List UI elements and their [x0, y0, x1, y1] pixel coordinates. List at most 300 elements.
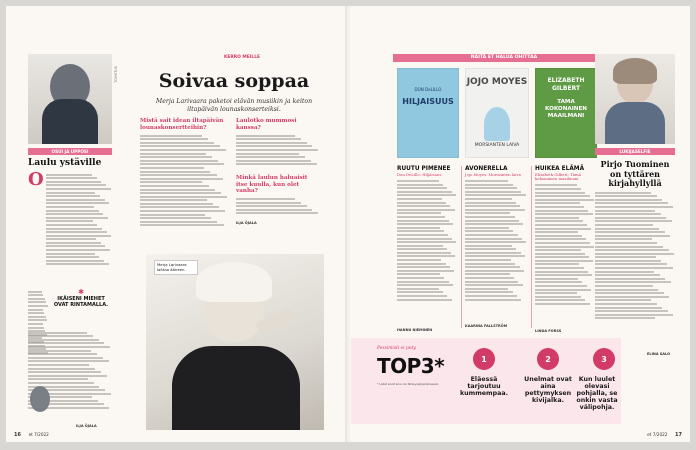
text-line — [140, 153, 206, 155]
star-icon: ✱ — [78, 288, 84, 296]
right-page — [351, 6, 690, 442]
text-line — [535, 188, 581, 190]
text-line — [535, 274, 592, 276]
text-line — [397, 284, 453, 286]
divider-2 — [531, 166, 532, 328]
page-number-right — [647, 432, 682, 438]
text-line — [397, 227, 440, 229]
quote-text: IKÄISENI MIEHET OVAT RINTAMALLA. — [53, 296, 109, 308]
text-line — [140, 142, 214, 144]
book-author-3: ELIZABETH GILBERT — [547, 77, 585, 92]
text-line — [595, 260, 661, 262]
review-heading: HUIKEA ELÄMÄ — [535, 166, 585, 172]
text-line — [236, 163, 317, 165]
text-line — [535, 228, 591, 230]
text-line — [28, 323, 43, 325]
text-line — [595, 289, 658, 291]
col3-text-2 — [236, 197, 320, 219]
page-number: 16 — [14, 432, 21, 438]
text-line — [46, 202, 110, 204]
text-line — [236, 142, 307, 144]
text-line — [46, 184, 106, 186]
text-line — [28, 327, 44, 329]
text-line — [46, 220, 93, 222]
text-line — [595, 263, 667, 265]
text-line — [535, 235, 582, 237]
text-line — [595, 228, 659, 230]
text-line — [140, 224, 224, 226]
text-line — [28, 342, 104, 344]
text-line — [397, 291, 443, 293]
text-line — [46, 199, 105, 201]
photo-caption — [154, 260, 198, 275]
column-3 — [236, 118, 320, 225]
text-line — [140, 217, 211, 219]
text-line — [28, 319, 47, 321]
text-line — [595, 231, 665, 233]
text-line — [397, 191, 452, 193]
book-title-1: HILJAISUUS — [402, 97, 454, 106]
text-line — [465, 266, 520, 268]
author-portrait — [30, 386, 50, 412]
text-line — [28, 378, 88, 380]
text-line — [535, 242, 590, 244]
text-line — [46, 224, 98, 226]
text-line — [46, 260, 104, 262]
text-line — [535, 253, 585, 255]
book-author-2: JOJO MOYES — [466, 77, 528, 87]
text-line — [465, 299, 521, 301]
text-line — [535, 192, 585, 194]
text-line — [595, 292, 664, 294]
review-2 — [465, 166, 527, 328]
text-line — [140, 145, 220, 147]
sidebar-band: LUKIJASELFIE — [595, 148, 675, 155]
text-line — [465, 270, 524, 272]
text-line — [46, 181, 102, 183]
text-line — [465, 187, 517, 189]
text-line — [28, 301, 46, 303]
text-line — [397, 194, 456, 196]
text-line — [535, 210, 588, 212]
text-line — [595, 238, 652, 240]
side-tag: TOIMITUS — [114, 66, 118, 83]
col3-heading-1: Laulotko mummosi kanssa? — [236, 118, 297, 131]
text-line — [397, 223, 453, 225]
text-line — [595, 278, 665, 280]
text-line — [465, 223, 523, 225]
top3-item-3: Kun luulet olevasi pohjalla, se onkin vasta välipohja. — [576, 376, 618, 411]
page-footer: et 7/2022 — [28, 432, 49, 437]
text-line — [46, 174, 92, 176]
text-line — [397, 205, 450, 207]
text-line — [595, 274, 660, 276]
review-text — [397, 178, 457, 328]
text-line — [140, 163, 224, 165]
text-line — [465, 245, 512, 247]
sidebar-text — [595, 190, 675, 350]
text-line — [397, 288, 439, 290]
text-line — [28, 309, 43, 311]
text-line — [397, 234, 448, 236]
text-line — [28, 375, 107, 377]
sidebar-heading: Pirjo Tuominen on tyttären kirjahyllyllä — [600, 159, 670, 188]
text-line — [595, 314, 673, 316]
text-line — [46, 249, 110, 251]
text-line — [595, 246, 663, 248]
text-line — [46, 263, 109, 265]
top3-item-1: Eläessä tarjoutuu kummempaa. — [459, 376, 509, 397]
review-heading: AVONERELLA — [465, 166, 508, 172]
text-line — [28, 316, 46, 318]
text-line — [465, 277, 514, 279]
text-line — [46, 231, 107, 233]
text-line — [46, 245, 106, 247]
book-title-2: MORSIANTEN LAIVA — [474, 143, 520, 148]
text-line — [397, 252, 451, 254]
text-line — [465, 227, 509, 229]
text-line — [535, 217, 579, 219]
text-line — [46, 228, 102, 230]
text-line — [28, 368, 95, 370]
text-line — [535, 213, 593, 215]
text-line — [535, 296, 581, 298]
text-line — [465, 220, 519, 222]
text-line — [140, 192, 221, 194]
text-line — [397, 273, 440, 275]
text-line — [535, 184, 577, 186]
text-line — [595, 242, 657, 244]
text-line — [535, 249, 581, 251]
text-line — [28, 312, 44, 314]
number-1-badge: 1 — [473, 348, 495, 370]
text-line — [535, 256, 589, 258]
review-subheading: Jojo Moyes: Morsianten laiva — [465, 172, 521, 177]
text-line — [397, 255, 455, 257]
standfirst: Merja Larivaara paketoi elävän musiikin ja keiton iltapäivän lounaskonserteiksi. — [155, 98, 313, 113]
number-2-badge: 2 — [537, 348, 559, 370]
text-line — [28, 346, 110, 348]
text-line — [535, 202, 580, 204]
magazine-spread — [6, 6, 690, 442]
text-line — [465, 295, 517, 297]
text-line — [236, 153, 299, 155]
text-line — [236, 198, 295, 200]
text-line — [595, 299, 651, 301]
text-line — [140, 156, 212, 158]
book-cover-2 — [465, 68, 529, 158]
section-band: OSUI JA UPPOSI — [28, 148, 112, 155]
text-line — [595, 220, 672, 222]
text-line — [397, 230, 444, 232]
text-line — [140, 135, 202, 137]
text-line — [397, 299, 452, 301]
text-line — [46, 242, 101, 244]
text-line — [595, 224, 653, 226]
text-line — [28, 332, 87, 334]
review-1 — [397, 166, 457, 332]
text-line — [236, 145, 312, 147]
review-3 — [535, 166, 595, 333]
text-line — [465, 234, 518, 236]
text-line — [397, 277, 444, 279]
portrait-photo — [28, 54, 112, 144]
section-label: KERRO MEILLE — [223, 55, 261, 60]
text-line — [465, 202, 516, 204]
text-line — [465, 248, 516, 250]
text-line — [397, 281, 449, 283]
book-2-figure — [484, 107, 510, 141]
text-line — [46, 238, 96, 240]
text-line — [46, 188, 111, 190]
text-line — [397, 245, 443, 247]
section-band-top: NÄITÄ ET HALUA OHITTAA — [393, 54, 615, 62]
text-line — [535, 263, 579, 265]
divider-1 — [461, 166, 462, 328]
review-text — [465, 178, 527, 324]
book-cover-3 — [535, 68, 597, 158]
text-line — [397, 198, 442, 200]
text-line — [397, 266, 450, 268]
text-line — [465, 281, 518, 283]
text-line — [595, 253, 674, 255]
text-line — [595, 213, 661, 215]
text-line — [465, 238, 522, 240]
sidebar-photo — [595, 54, 675, 144]
text-line — [595, 235, 670, 237]
text-line — [46, 210, 99, 212]
column-2 — [140, 118, 228, 245]
text-line — [140, 185, 209, 187]
text-line — [595, 195, 657, 197]
review-subheading: Don DeLillo: Hiljaisuus — [397, 172, 442, 177]
text-line — [140, 138, 208, 140]
sidebar-signature: ELINA SALO — [647, 352, 671, 356]
text-line — [140, 206, 219, 208]
text-line — [595, 281, 671, 283]
text-line — [535, 231, 578, 233]
text-line — [236, 205, 307, 207]
text-line — [535, 292, 577, 294]
col3-credit: ILJA ÖJALA — [236, 220, 257, 225]
text-line — [465, 180, 508, 182]
text-line — [535, 285, 587, 287]
text-line — [465, 194, 526, 196]
text-line — [535, 206, 584, 208]
text-line — [465, 241, 526, 243]
text-line — [397, 202, 446, 204]
text-line — [28, 339, 99, 341]
column-text-3 — [28, 330, 112, 430]
text-line — [46, 195, 100, 197]
text-line — [595, 267, 673, 269]
text-line — [465, 184, 513, 186]
column-heading: Laulu ystäville — [28, 158, 102, 168]
drop-cap: O — [28, 169, 44, 190]
text-line — [46, 177, 97, 179]
left-page — [6, 6, 345, 442]
main-photo — [146, 254, 324, 430]
text-line — [397, 259, 441, 261]
text-line — [465, 205, 520, 207]
text-line — [28, 305, 48, 307]
text-line — [465, 288, 508, 290]
text-line — [595, 199, 662, 201]
text-line — [236, 138, 301, 140]
text-line — [28, 371, 101, 373]
text-line — [140, 181, 202, 183]
text-line — [465, 198, 512, 200]
text-line — [46, 253, 95, 255]
text-line — [46, 235, 112, 237]
text-line — [535, 271, 588, 273]
text-line — [595, 307, 662, 309]
text-line — [46, 192, 96, 194]
text-line — [140, 160, 218, 162]
col2-text — [140, 133, 228, 245]
text-line — [236, 135, 295, 137]
review-signature: KAARINA FALLSTRÖM — [465, 324, 508, 329]
text-line — [46, 256, 100, 258]
left-column — [28, 54, 112, 434]
signature: ILJA ÖJALA — [76, 424, 97, 428]
text-line — [140, 167, 204, 169]
text-line — [28, 291, 42, 293]
text-line — [465, 212, 510, 214]
text-line — [236, 149, 318, 151]
column-lede — [28, 169, 112, 284]
text-line — [140, 171, 210, 173]
text-line — [595, 206, 673, 208]
text-line — [236, 209, 312, 211]
col3-text-1 — [236, 133, 320, 173]
review-subheading: Elizabeth Gilbert: Tämä kokonainen maailmani — [535, 172, 581, 182]
review-signature: LINDA FORSS — [535, 328, 562, 333]
text-line — [465, 291, 513, 293]
text-line — [397, 248, 447, 250]
text-line — [465, 209, 525, 211]
text-line — [397, 209, 455, 211]
text-line — [595, 303, 657, 305]
text-line — [535, 289, 591, 291]
text-line — [595, 217, 666, 219]
text-line — [140, 199, 207, 201]
text-line — [535, 220, 583, 222]
text-line — [236, 156, 305, 158]
review-heading: RUUTU PIMENEE — [397, 166, 451, 172]
text-line — [46, 213, 104, 215]
text-line — [535, 281, 582, 283]
text-line — [140, 203, 213, 205]
text-line — [535, 238, 586, 240]
text-line — [140, 210, 225, 212]
text-line — [397, 184, 443, 186]
text-line — [397, 270, 454, 272]
text-line — [595, 285, 653, 287]
text-line — [397, 212, 441, 214]
text-line — [28, 382, 94, 384]
book-title-3: TAMA KOKONAINEN MAAILMANI — [545, 99, 587, 119]
top3-kicker: Pessimisti ei pety. — [377, 346, 417, 351]
text-line — [595, 317, 655, 319]
col2-heading: Mistä sait idean iltapäivän lounaskonsertteihin? — [140, 118, 224, 131]
text-line — [397, 263, 446, 265]
text-line — [465, 284, 523, 286]
number-3-badge: 3 — [593, 348, 615, 370]
text-line — [28, 294, 43, 296]
text-line — [236, 160, 311, 162]
text-line — [595, 256, 656, 258]
text-line — [595, 271, 654, 273]
text-line — [397, 220, 449, 222]
text-line — [465, 230, 513, 232]
page-footer: et 7/2022 — [647, 432, 668, 437]
text-line — [535, 224, 587, 226]
text-line — [397, 187, 447, 189]
top3-footnote: * Listat eivät aina ole tärkeysjärjestyksessä. — [377, 382, 439, 386]
text-line — [28, 298, 45, 300]
text-line — [465, 216, 515, 218]
text-line — [236, 202, 301, 204]
text-line — [535, 199, 594, 201]
text-line — [535, 195, 590, 197]
text-line — [46, 217, 108, 219]
text-line — [140, 174, 217, 176]
book-cover-1 — [397, 68, 459, 158]
text-line — [140, 196, 227, 198]
column-text — [46, 172, 112, 284]
headline: Soivaa soppaa — [158, 70, 310, 92]
text-line — [397, 238, 452, 240]
text-line — [465, 252, 521, 254]
text-line — [595, 192, 651, 194]
text-line — [397, 180, 439, 182]
text-line — [140, 178, 223, 180]
text-line — [28, 335, 93, 337]
col3-heading-2: Minkä laulun haluaisit itse kuulla, kun olet vanha? — [236, 175, 308, 194]
review-text — [535, 183, 595, 329]
text-line — [28, 353, 97, 355]
text-line — [28, 357, 103, 359]
top3-box — [351, 338, 621, 424]
text-line — [236, 212, 318, 214]
text-line — [595, 249, 669, 251]
text-line — [535, 260, 593, 262]
text-line — [465, 191, 521, 193]
text-line — [46, 206, 94, 208]
page-number-left — [14, 432, 49, 438]
page-number: 17 — [675, 432, 682, 438]
text-line — [397, 295, 447, 297]
text-line — [140, 214, 205, 216]
book-author-1: DON DeLILLO — [414, 87, 442, 92]
text-line — [465, 273, 510, 275]
text-line — [595, 310, 668, 312]
caption-text: Merja Larivaara laittaa ääneen. — [157, 262, 187, 272]
text-line — [465, 255, 525, 257]
text-line — [595, 202, 668, 204]
text-line — [595, 296, 669, 298]
top3-item-2: Unelmat ovat aina pettymyksen kivijalka. — [524, 376, 572, 404]
text-line — [465, 259, 511, 261]
text-line — [140, 189, 215, 191]
text-line — [28, 360, 109, 362]
text-line — [535, 303, 590, 305]
text-line — [28, 350, 91, 352]
top3-title: TOP3* — [377, 354, 445, 378]
text-line — [28, 364, 89, 366]
text-line — [535, 278, 578, 280]
